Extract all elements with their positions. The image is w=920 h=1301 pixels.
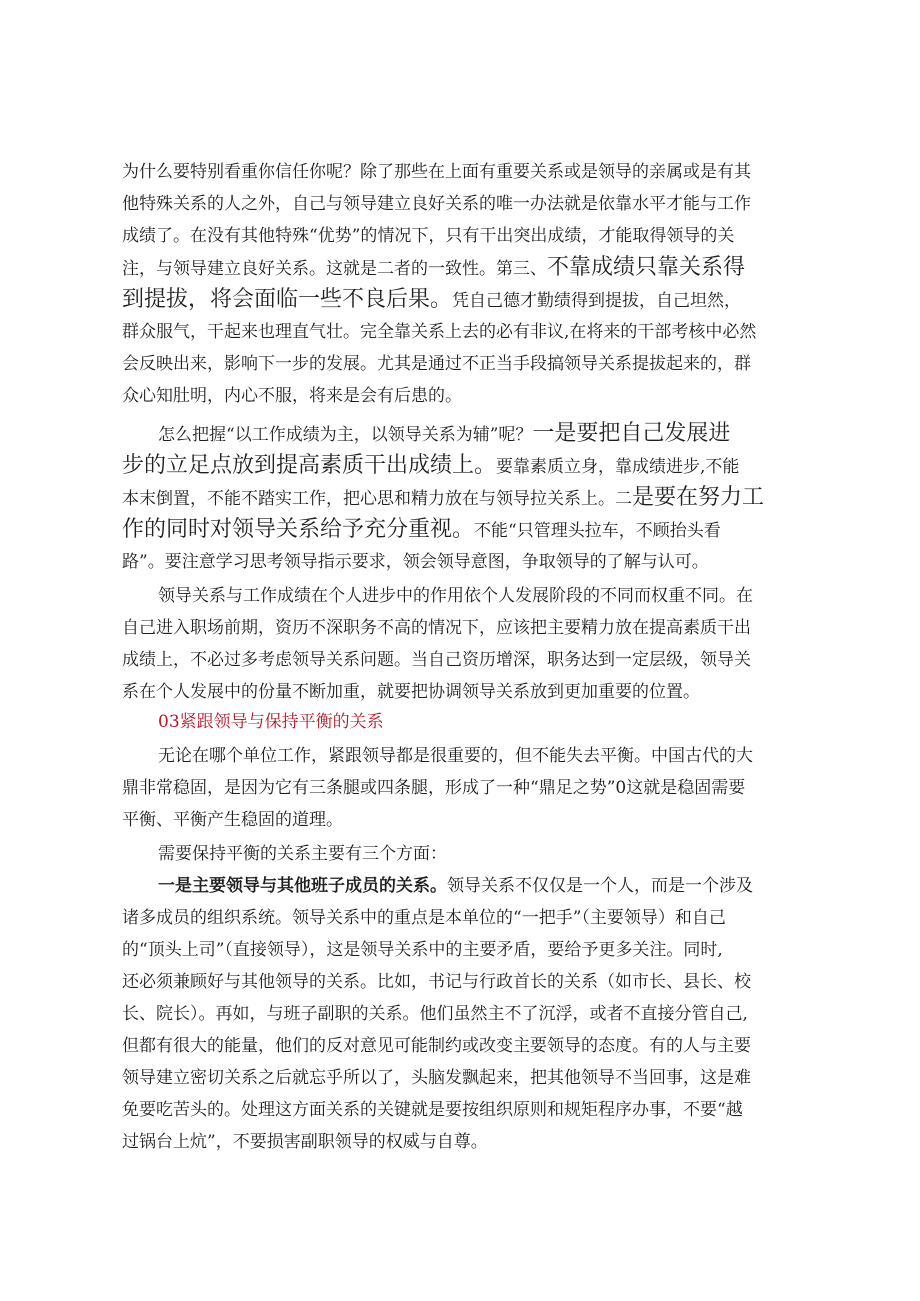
text-line: 的“顶头上司”（直接领导），这是领导关系中的主要矛盾，要给予更多关注。同时, — [122, 940, 723, 960]
text-run: 本末倒置，不能不踏实工作，把心思和精力放在与领导拉关系上。二 — [122, 489, 632, 509]
text-line: 群众服气，干起来也理直气壮。完全靠关系上去的必有非议,在将来的干部考核中必然 — [122, 322, 757, 342]
emphasis-text: 是要在努力工 — [632, 485, 765, 510]
bold-lead-text: 一是主要领导与其他班子成员的关系。 — [158, 876, 447, 896]
text-line: 还必须兼顾好与其他领导的关系。比如，书记与行政首长的关系（如市长、县长、校 — [122, 972, 751, 992]
text-line: 无论在哪个单位工作，紧跟领导都是很重要的，但不能失去平衡。中国古代的大 — [158, 746, 753, 766]
text-line: 鼎非常稳固，是因为它有三条腿或四条腿，形成了一种“鼎足之势”0这就是稳固需要 — [122, 778, 746, 798]
text-line: 领导建立密切关系之后就忘乎所以了，头脑发飘起来，把其他领导不当回事，这是难 — [122, 1068, 751, 1088]
emphasis-text: 步的立足点放到提高素质干出成绩上。 — [122, 453, 497, 478]
paragraph-5: 需要保持平衡的关系主要有三个方面： — [158, 844, 447, 864]
emphasis-text: 一是要把自己发展进 — [532, 421, 731, 446]
text-line: 诸多成员的组织系统。领导关系中的重点是本单位的“一把手”（主要领导）和自己 — [122, 908, 726, 928]
text-run: 怎么把握“以工作成绩为主，以领导关系为辅”呢？ — [158, 425, 533, 445]
text-line: 长、院长）。再如，与班子副职的关系。他们虽然主不了沉浮，或者不直接分管自己, — [122, 1004, 748, 1024]
text-line: 但都有很大的能量，他们的反对意见可能制约或改变主要领导的态度。有的人与主要 — [122, 1036, 751, 1056]
text-line: 过锅台上炕”，不要损害副职领导的权威与自尊。 — [122, 1132, 488, 1152]
text-run: 注，与领导建立良好关系。这就是二者的一致性。第三、 — [122, 259, 547, 279]
text-line: 成绩上，不必过多考虑领导关系问题。当自己资历增深，职务达到一定层级，领导关 — [122, 650, 751, 670]
section-heading: 03紧跟领导与保持平衡的关系 — [158, 712, 384, 732]
text-line: 系在个人发展中的份量不断加重，就要把协调领导关系放到更加重要的位置。 — [122, 682, 700, 702]
text-line: 免要吃苦头的。处理这方面关系的关键就是要按组织原则和规矩程序办事，不要“越 — [122, 1100, 743, 1120]
text-run: 领导关系不仅仅是一个人，而是一个涉及 — [447, 876, 753, 896]
text-line: 成绩了。在没有其他特殊“优势”的情况下，只有干出突出成绩，才能取得领导的关 — [122, 226, 735, 246]
text-line: 为什么要特别看重你信任你呢？除了那些在上面有重要关系或是领导的亲属或是有其 — [122, 162, 751, 182]
text-line — [158, 874, 753, 898]
emphasis-text: 不靠成绩只靠关系得 — [547, 255, 746, 280]
text-run: 凭自己德才勤绩得到提拔，自己坦然， — [452, 291, 742, 311]
text-line: 领导关系与工作成绩在个人进步中的作用依个人发展阶段的不同而权重不同。在 — [158, 586, 753, 606]
text-line — [122, 256, 745, 280]
text-run: 要靠素质立身，靠成绩进步,不能 — [496, 457, 740, 477]
text-line — [122, 518, 721, 542]
emphasis-text: 作的同时对领导关系给予充分重视。 — [122, 517, 475, 542]
emphasis-text: 到提拔，将会面临一些不良后果。 — [122, 287, 453, 312]
text-line — [122, 288, 741, 312]
text-line — [158, 422, 730, 446]
text-line: 众心知肚明，内心不服，将来是会有后患的。 — [122, 386, 462, 406]
text-line — [122, 454, 739, 478]
text-run: 不能“只管理头拉车，不顾抬头看 — [474, 521, 721, 541]
text-line: 平衡、平衡产生稳固的道理。 — [122, 810, 343, 830]
text-line: 自己进入职场前期，资历不深职务不高的情况下，应该把主要精力放在提高素质干出 — [122, 618, 751, 638]
text-line: 他特殊关系的人之外，自己与领导建立良好关系的唯一办法就是依靠水平才能与工作 — [122, 194, 751, 214]
text-line: 会反映出来，影响下一步的发展。尤其是通过不正当手段搞领导关系提拔起来的，群 — [122, 354, 751, 374]
text-line: 路”。要注意学习思考领导指示要求，领会领导意图，争取领导的了解与认可。 — [122, 552, 709, 572]
text-line — [122, 486, 764, 510]
